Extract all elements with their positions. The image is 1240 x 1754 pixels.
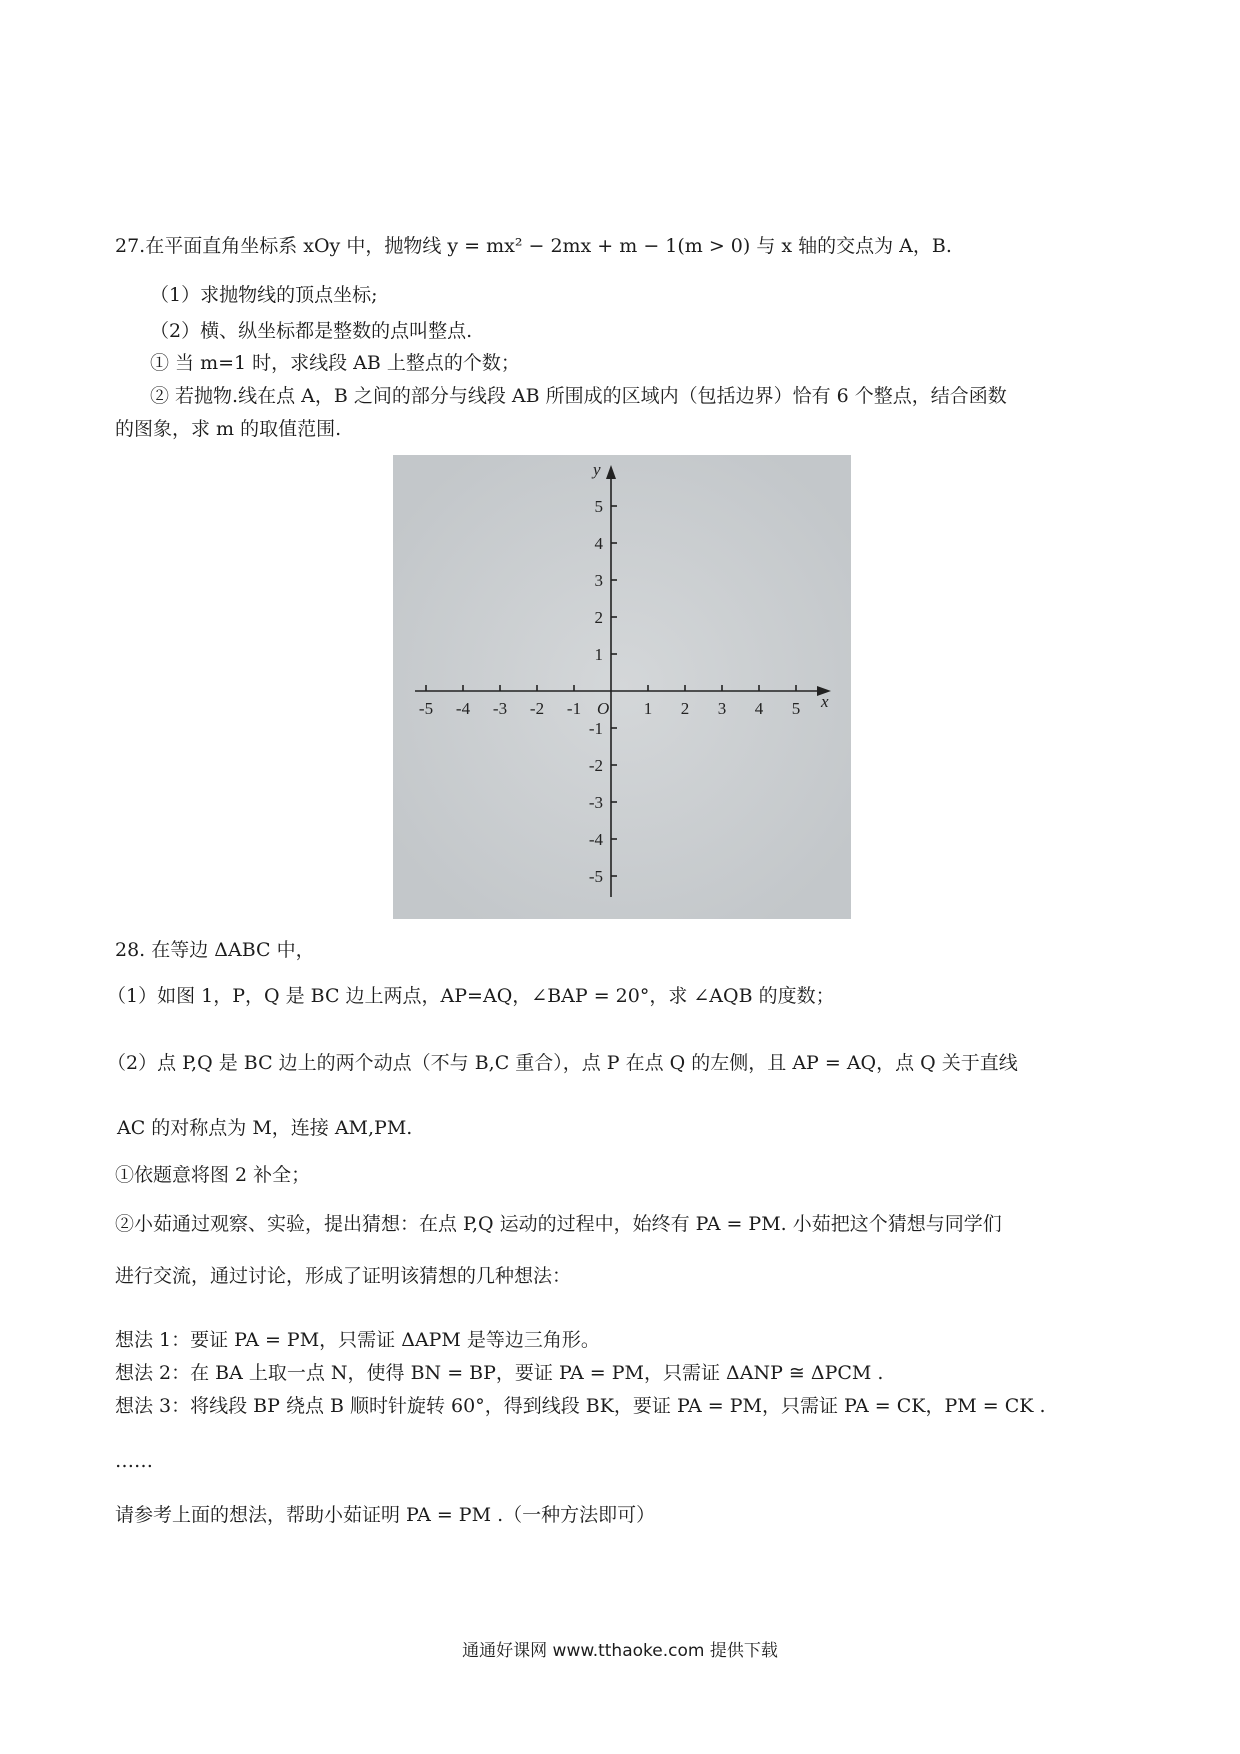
y-tick-label: -2 bbox=[588, 756, 603, 775]
y-tick-label: 5 bbox=[594, 497, 603, 516]
y-tick-label: -5 bbox=[588, 867, 603, 886]
figure-background bbox=[393, 455, 851, 919]
problem-28-closing: 请参考上面的想法，帮助小茹证明 PA = PM .（一种方法即可） bbox=[115, 1504, 656, 1526]
x-tick-label: 2 bbox=[680, 699, 690, 718]
x-tick-label: 3 bbox=[717, 699, 727, 718]
x-tick-label: -4 bbox=[455, 699, 471, 718]
x-tick-label: 5 bbox=[791, 699, 801, 718]
idea-1: 想法 1：要证 PA = PM，只需证 ΔAPM 是等边三角形。 bbox=[115, 1329, 600, 1351]
x-tick-label: 1 bbox=[643, 699, 653, 718]
idea-3: 想法 3：将线段 BP 绕点 B 顺时针旋转 60°，得到线段 BK，要证 PA = PM，只需证 PA = CK，PM = CK . bbox=[115, 1395, 1046, 1417]
problem-28-part1: （1）如图 1，P，Q 是 BC 边上两点，AP=AQ，∠BAP = 20°，求 ∠AQB 的度数； bbox=[107, 985, 835, 1007]
x-axis-label: x bbox=[821, 692, 829, 711]
problem-27-statement: 27.在平面直角坐标系 xOy 中，抛物线 y = mx² − 2mx + m − 1(m > 0) 与 x 轴的交点为 A，B. bbox=[115, 235, 952, 257]
problem-27-part2-item2-cont: 的图象，求 m 的取值范围. bbox=[115, 418, 342, 440]
problem-28-item1: ①依题意将图 2 补全； bbox=[115, 1164, 311, 1186]
y-axis-label: y bbox=[593, 460, 601, 479]
coordinate-grid-figure bbox=[393, 455, 851, 919]
footer-source: 通通好课网 www.tthaoke.com 提供下载 bbox=[462, 1641, 778, 1661]
x-tick-label: -1 bbox=[566, 699, 582, 718]
ellipsis: …… bbox=[115, 1450, 153, 1472]
y-tick-label: 1 bbox=[594, 645, 603, 664]
x-tick-label: -3 bbox=[492, 699, 508, 718]
idea-2: 想法 2：在 BA 上取一点 N，使得 BN = BP，要证 PA = PM，只需证 ΔANP ≅ ΔPCM . bbox=[115, 1362, 884, 1384]
coordinate-axes-svg bbox=[393, 455, 851, 919]
problem-27-part2-item2: ② 若抛物.线在点 A，B 之间的部分与线段 AB 所围成的区域内（包括边界）恰有 6 个整点，结合函数 bbox=[150, 385, 1007, 407]
y-tick-label: 2 bbox=[594, 608, 603, 627]
x-tick-label: -5 bbox=[418, 699, 434, 718]
problem-27-part2: （2）横、纵坐标都是整数的点叫整点. bbox=[150, 320, 473, 342]
x-tick-label: 4 bbox=[754, 699, 764, 718]
problem-27-part1: （1）求抛物线的顶点坐标; bbox=[150, 284, 378, 306]
y-tick-label: -3 bbox=[588, 793, 603, 812]
problem-28-part2-line2: AC 的对称点为 M，连接 AM,PM. bbox=[117, 1117, 413, 1139]
problem-28-statement: 28. 在等边 ΔABC 中， bbox=[115, 939, 315, 961]
x-tick-label: -2 bbox=[529, 699, 545, 718]
problem-28-item2-line1: ②小茹通过观察、实验，提出猜想：在点 P,Q 运动的过程中，始终有 PA = PM. 小茹把这个猜想与同学们 bbox=[115, 1213, 1002, 1235]
problem-28-part2-line1: （2）点 P,Q 是 BC 边上的两个动点（不与 B,C 重合），点 P 在点 Q 的左侧，且 AP = AQ，点 Q 关于直线 bbox=[107, 1052, 1018, 1074]
problem-28-item2-line2: 进行交流，通过讨论，形成了证明该猜想的几种想法： bbox=[115, 1265, 572, 1287]
y-tick-label: 3 bbox=[594, 571, 603, 590]
y-tick-label: -4 bbox=[588, 830, 603, 849]
origin-label: O bbox=[597, 699, 610, 718]
y-tick-label: 4 bbox=[594, 534, 603, 553]
problem-27-part2-item1: ① 当 m=1 时，求线段 AB 上整点的个数； bbox=[150, 352, 520, 374]
y-tick-label: -1 bbox=[588, 719, 603, 738]
